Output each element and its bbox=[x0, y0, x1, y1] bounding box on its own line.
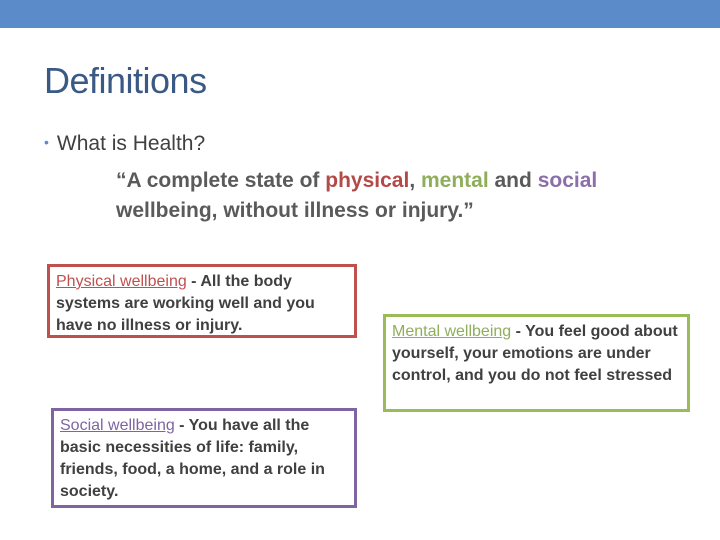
quote-word-mental: mental bbox=[420, 169, 489, 192]
quote-word-social: social bbox=[537, 169, 598, 192]
bullet-question bbox=[44, 132, 205, 156]
physical-wellbeing-term: Physical wellbeing bbox=[56, 273, 187, 290]
slide-title: Definitions bbox=[44, 60, 207, 101]
social-wellbeing-text: - You have all the basic necessities of life: family, friends, food, a home, and a role in society. bbox=[60, 417, 325, 500]
header-bar bbox=[0, 0, 720, 28]
mental-wellbeing-term: Mental wellbeing bbox=[392, 323, 512, 340]
mental-wellbeing-text: - You feel good about yourself, your emotions are under control, and you do not feel stressed bbox=[392, 323, 678, 384]
health-definition-quote bbox=[116, 166, 686, 226]
bullet-dot-icon: • bbox=[44, 134, 49, 150]
mental-wellbeing-box bbox=[383, 314, 690, 412]
physical-wellbeing-box bbox=[47, 264, 357, 338]
quote-sep-2: and bbox=[488, 169, 538, 192]
quote-open: “A complete state of bbox=[116, 169, 326, 192]
quote-sep-1: , bbox=[409, 169, 421, 192]
bullet-text: What is Health? bbox=[56, 132, 206, 155]
quote-word-physical: physical bbox=[325, 169, 410, 192]
quote-close: wellbeing, without illness or injury.” bbox=[116, 199, 474, 222]
social-wellbeing-term: Social wellbeing bbox=[60, 417, 175, 434]
physical-wellbeing-text: - All the body systems are working well and you have no illness or injury. bbox=[56, 273, 315, 334]
social-wellbeing-box bbox=[51, 408, 357, 508]
